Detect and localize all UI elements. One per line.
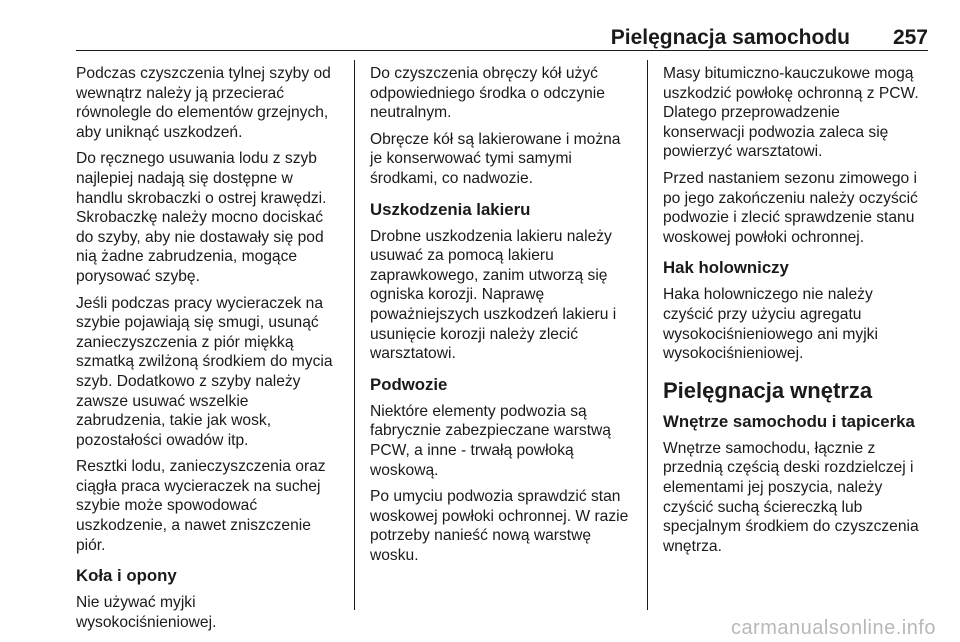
section-heading-tow-hitch: Hak holowniczy [663, 258, 789, 278]
page-number: 257 [892, 26, 928, 49]
section-heading-underbody: Podwozie [370, 374, 448, 394]
section-heading-paint: Uszkodzenia lakieru [370, 199, 531, 219]
paragraph: Niektóre elementy podwozia są fabrycznie zabezpieczane warstwą PCW, a inne - trwałą powłoką woskową. [370, 402, 611, 479]
paragraph: Nie używać myjki wysokociśnieniowej. [76, 594, 217, 631]
paragraph: Jeśli podczas pracy wycieraczek na szybie pojawiają się smugi, usunąć zanieczyszczenia z piór miękką szmatką zwilżoną środkiem do mycia szyb. Dodatkowo z szyby należy zawsze usuwać wszelkie zabrudzenia, takie jak wosk, pozostałości owadów itp. [76, 294, 333, 449]
paragraph: Podczas czyszczenia tylnej szyby od wewnątrz należy ją przecierać równolegle do elementów grzejnych, aby uniknąć uszkodzeń. [76, 65, 331, 141]
paragraph: Do ręcznego usuwania lodu z szyb najlepiej nadają się dostępne w handlu skrobaczki o ostrej krawędzi. Skrobaczkę należy mocno dociskać do szyby, aby nie dostawały się pod nią żadne zabrudzenia, mogące porysować szybę. [76, 150, 327, 285]
column-3 [663, 64, 931, 563]
section-heading-upholstery: Wnętrze samochodu i tapicerka [663, 411, 915, 431]
column-divider [354, 60, 355, 610]
paragraph: Obręcze kół są lakierowane i można je konserwować tymi samymi środkami, co nadwozie. [370, 130, 621, 187]
paragraph: Przed nastaniem sezonu zimowego i po jego zakończeniu należy oczyścić podwozie i zlecić sprawdzenie stanu woskowej powłoki ochronnej. [663, 169, 918, 246]
header-rule [76, 50, 928, 51]
column-2 [370, 64, 638, 572]
paragraph: Do czyszczenia obręczy kół użyć odpowiedniego środka o odczynie neutralnym. [370, 65, 605, 122]
paragraph: Drobne uszkodzenia lakieru należy usuwać za pomocą lakieru zaprawkowego, zanim utworzą się ogniska korozji. Naprawę poważniejszych uszkodzeń lakieru i usunięcie korozji należy zlecić warsztatowi. [370, 227, 617, 363]
paragraph: Masy bitumiczno-kauczukowe mogą uszkodzić powłokę ochronną z PCW. Dlatego przeprowadzenie konserwacji podwozia zaleca się powierzyć warsztatowi. [663, 65, 919, 161]
page-header [76, 22, 928, 52]
watermark: carmanualsonline.info [730, 617, 936, 639]
paragraph: Wnętrze samochodu, łącznie z przednią częścią deski rozdzielczej i elementami jej poszycia, należy czyścić suchą ściereczką lub specjalnym środkiem do czyszczenia wnętrza. [663, 439, 919, 555]
page-title: Pielęgnacja samochodu [610, 26, 850, 49]
paragraph: Resztki lodu, zanieczyszczenia oraz ciągła praca wycieraczek na suchej szybie może spowodować uszkodzenie, a nawet zniszczenie piór. [76, 458, 326, 554]
paragraph: Po umyciu podwozia sprawdzić stan woskowej powłoki ochronnej. W razie potrzeby nanieść nową warstwę wosku. [370, 488, 629, 564]
column-1 [76, 64, 344, 639]
column-divider [647, 60, 648, 610]
section-heading-wheels: Koła i opony [76, 566, 177, 586]
chapter-heading-interior: Pielęgnacja wnętrza [663, 377, 873, 403]
paragraph: Haka holowniczego nie należy czyścić przy użyciu agregatu wysokociśnieniowego ani myjki wysokociśnieniowej. [663, 286, 878, 363]
